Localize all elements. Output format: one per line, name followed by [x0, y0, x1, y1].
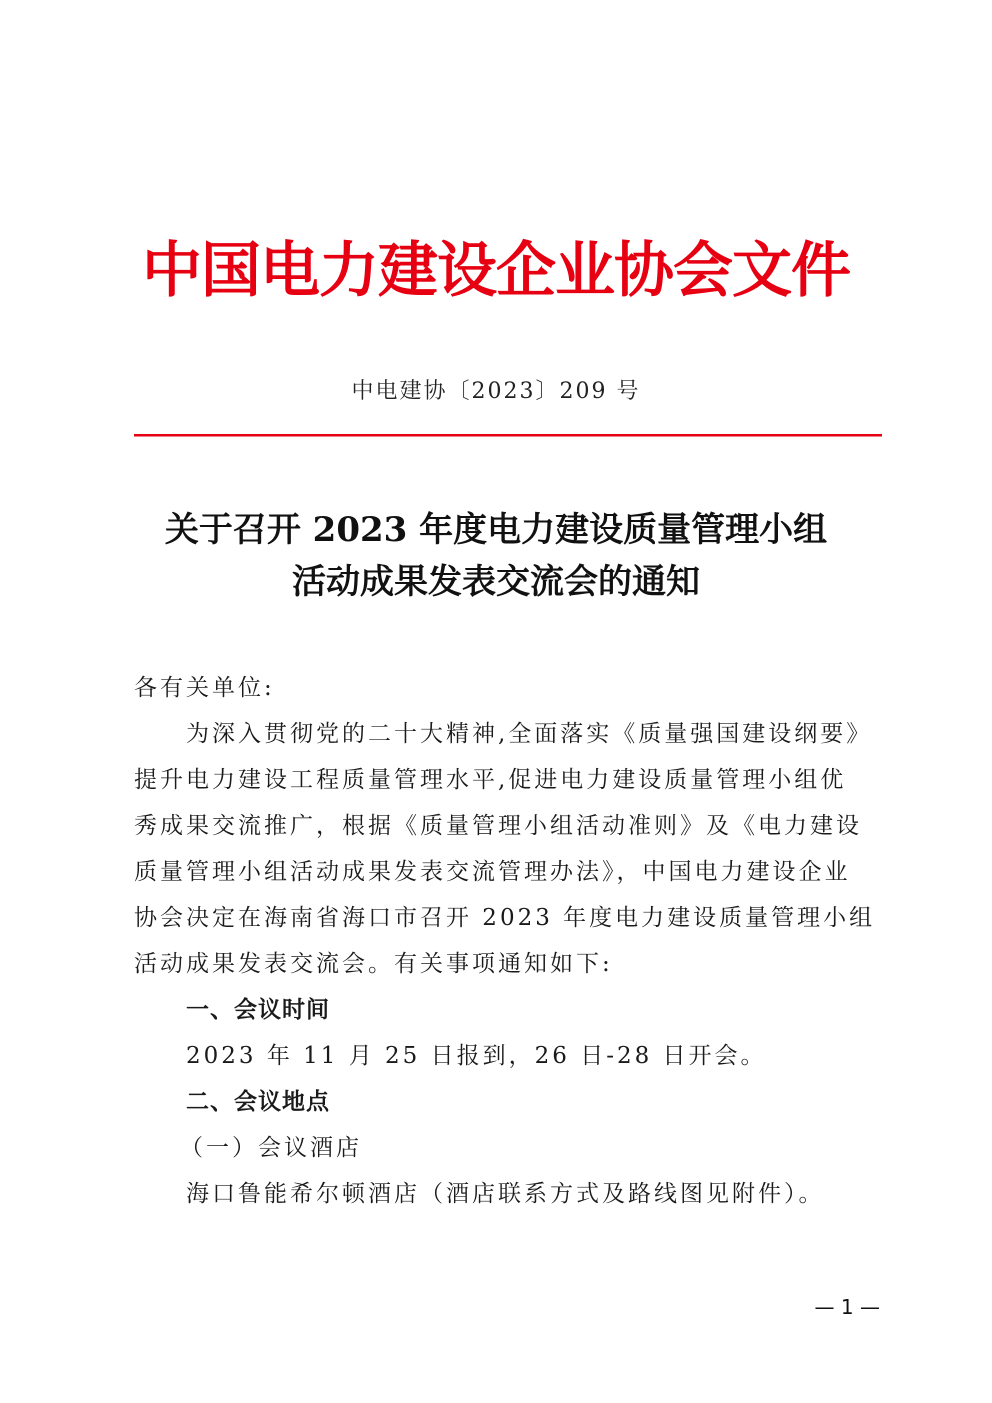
notice-title	[60, 504, 932, 608]
red-divider-line	[134, 434, 882, 438]
intro-paragraph	[134, 711, 876, 987]
paragraph-line: 提升电力建设工程质量管理水平,促进电力建设质量管理小组优	[134, 767, 847, 793]
masthead-title: 中国电力建设企业协会文件	[142, 236, 850, 306]
section-heading-meeting-place: 二、会议地点	[186, 1089, 330, 1115]
notice-title-line-1: 关于召开 2023 年度电力建设质量管理小组	[164, 510, 828, 550]
paragraph-line: 活动成果发表交流会。有关事项通知如下:	[134, 951, 613, 977]
notice-title-line-2: 活动成果发表交流会的通知	[292, 562, 700, 602]
paragraph-line: 协会决定在海南省海口市召开 2023 年度电力建设质量管理小组	[134, 905, 876, 931]
salutation: 各有关单位:	[134, 675, 275, 701]
paragraph-line: 秀成果交流推广，根据《质量管理小组活动准则》及《电力建设	[134, 813, 862, 839]
hotel-text: 海口鲁能希尔顿酒店（酒店联系方式及路线图见附件）。	[186, 1181, 825, 1207]
subsection-heading-hotel: （一）会议酒店	[180, 1135, 362, 1161]
meeting-time-text: 2023 年 11 月 25 日报到，26 日-28 日开会。	[186, 1043, 767, 1069]
notice-body	[134, 665, 876, 1217]
paragraph-line: 质量管理小组活动成果发表交流管理办法》，中国电力建设企业	[134, 859, 851, 885]
paragraph-line: 为深入贯彻党的二十大精神,全面落实《质量强国建设纲要》	[186, 721, 873, 747]
page-number: — 1 —	[814, 1295, 880, 1319]
document-number: 中电建协〔2023〕209 号	[351, 379, 641, 404]
section-heading-meeting-time: 一、会议时间	[186, 997, 330, 1023]
